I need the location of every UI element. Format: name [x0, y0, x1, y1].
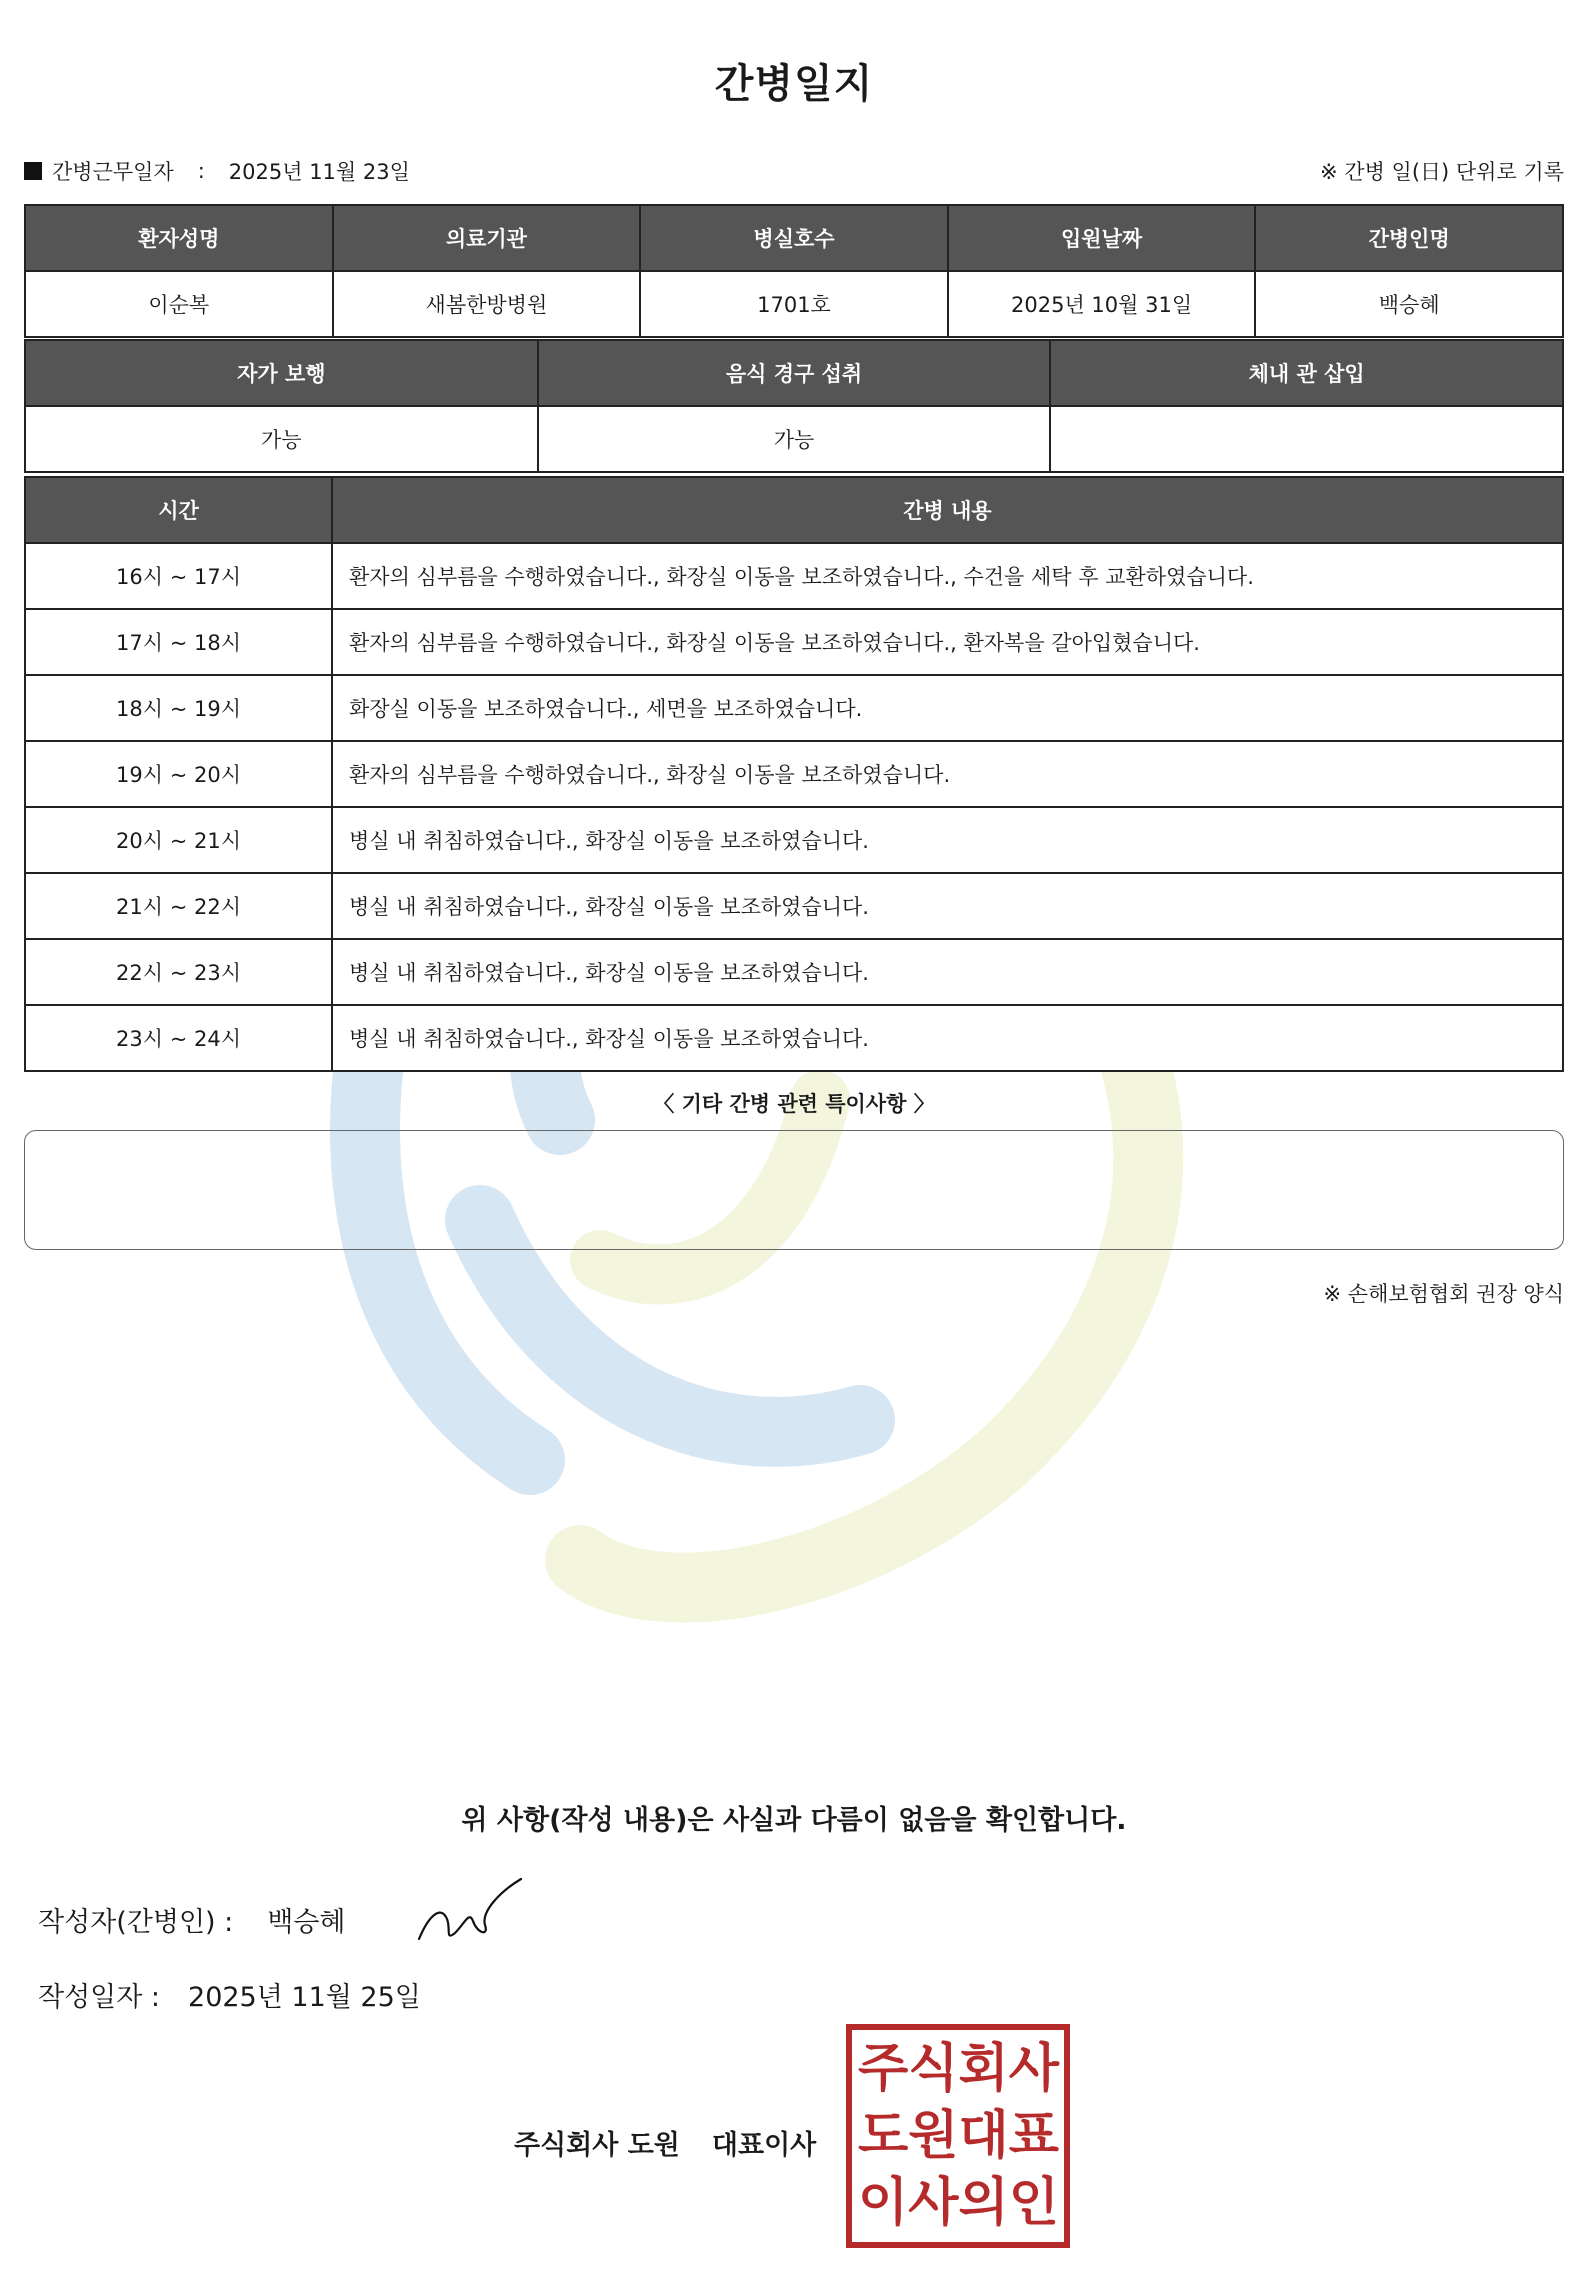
row-time: 19시 ~ 20시 — [25, 741, 332, 807]
signature-icon — [415, 1875, 525, 1945]
table-row — [25, 609, 1563, 675]
notes-box — [24, 1130, 1564, 1250]
row-content: 화장실 이동을 보조하였습니다., 세면을 보조하였습니다. — [332, 675, 1563, 741]
header-caregiver: 간병인명 — [1255, 205, 1563, 271]
confirmation-statement: 위 사항(작성 내용)은 사실과 다름이 없음을 확인합니다. — [461, 1805, 1127, 1836]
seal-char: 사 — [908, 2172, 959, 2233]
header-walking: 자가 보행 — [25, 340, 538, 406]
writer-label: 작성자(간병인) : — [38, 1907, 234, 1938]
room-number: 1701호 — [640, 271, 948, 337]
written-date-line — [38, 1975, 421, 2014]
table-row — [25, 807, 1563, 873]
work-date-value: 2025년 11월 23일 — [228, 160, 410, 184]
seal-char: 식 — [908, 2039, 959, 2100]
patient-status-table — [24, 339, 1564, 473]
row-content: 환자의 심부름을 수행하였습니다., 화장실 이동을 보조하였습니다. — [332, 741, 1563, 807]
header-care-content: 간병 내용 — [332, 477, 1563, 543]
walking-status: 가능 — [25, 406, 538, 472]
table-row — [25, 543, 1563, 609]
row-time: 22시 ~ 23시 — [25, 939, 332, 1005]
header-hospital: 의료기관 — [333, 205, 641, 271]
header-tube: 체내 관 삽입 — [1050, 340, 1563, 406]
table-row — [25, 873, 1563, 939]
seal-char: 주 — [858, 2039, 909, 2100]
caregiver-name: 백승혜 — [1255, 271, 1563, 337]
page-title: 간병일지 — [714, 61, 874, 107]
table-row — [25, 1005, 1563, 1071]
hospital-name: 새봄한방병원 — [333, 271, 641, 337]
company-line — [514, 2123, 816, 2162]
row-time: 17시 ~ 18시 — [25, 609, 332, 675]
company-title: 대표이사 — [711, 2130, 817, 2161]
header-patient-name: 환자성명 — [25, 205, 333, 271]
writer-name: 백승혜 — [267, 1907, 346, 1938]
row-time: 23시 ~ 24시 — [25, 1005, 332, 1071]
unit-note: ※ 간병 일(日) 단위로 기록 — [1320, 160, 1564, 184]
notes-title: 〈 기타 간병 관련 특이사항 〉 — [653, 1092, 935, 1116]
work-date-label: 간병근무일자 — [52, 160, 174, 184]
square-bullet-icon — [24, 162, 42, 180]
row-content: 병실 내 취침하였습니다., 화장실 이동을 보조하였습니다. — [332, 807, 1563, 873]
work-date-separator: : — [197, 159, 205, 183]
row-content: 병실 내 취침하였습니다., 화장실 이동을 보조하였습니다. — [332, 939, 1563, 1005]
written-date-label: 작성일자 : — [38, 1982, 161, 2013]
company-seal — [846, 2024, 1070, 2248]
table-row — [25, 741, 1563, 807]
row-time: 21시 ~ 22시 — [25, 873, 332, 939]
row-content: 병실 내 취침하였습니다., 화장실 이동을 보조하였습니다. — [332, 1005, 1563, 1071]
table-row — [25, 939, 1563, 1005]
seal-char: 인 — [1008, 2172, 1059, 2233]
care-log-table — [24, 476, 1564, 1072]
table-row — [25, 675, 1563, 741]
seal-char: 회 — [958, 2039, 1009, 2100]
form-note: ※ 손해보험협회 권장 양식 — [1323, 1282, 1564, 1306]
row-time: 16시 ~ 17시 — [25, 543, 332, 609]
seal-char: 의 — [958, 2172, 1009, 2233]
seal-char: 원 — [908, 2105, 959, 2166]
row-time: 18시 ~ 19시 — [25, 675, 332, 741]
row-time: 20시 ~ 21시 — [25, 807, 332, 873]
admission-date: 2025년 10월 31일 — [948, 271, 1256, 337]
writer-line — [38, 1900, 346, 1939]
row-content: 환자의 심부름을 수행하였습니다., 화장실 이동을 보조하였습니다., 수건을 세탁 후 교환하였습니다. — [332, 543, 1563, 609]
row-content: 환자의 심부름을 수행하였습니다., 화장실 이동을 보조하였습니다., 환자복을 갈아입혔습니다. — [332, 609, 1563, 675]
seal-char: 사 — [1008, 2039, 1059, 2100]
company-name: 주식회사 도원 — [514, 2130, 680, 2161]
tube-status — [1050, 406, 1563, 472]
header-oral-intake: 음식 경구 섭취 — [538, 340, 1051, 406]
oral-intake-status: 가능 — [538, 406, 1051, 472]
patient-name: 이순복 — [25, 271, 333, 337]
header-room: 병실호수 — [640, 205, 948, 271]
header-admission-date: 입원날짜 — [948, 205, 1256, 271]
header-time: 시간 — [25, 477, 332, 543]
written-date-value: 2025년 11월 25일 — [188, 1982, 421, 2013]
seal-char: 표 — [1008, 2105, 1059, 2166]
seal-char: 도 — [858, 2105, 909, 2166]
patient-info-table — [24, 204, 1564, 338]
seal-char: 대 — [958, 2105, 1009, 2166]
work-date — [24, 156, 410, 186]
seal-char: 이 — [858, 2172, 909, 2233]
row-content: 병실 내 취침하였습니다., 화장실 이동을 보조하였습니다. — [332, 873, 1563, 939]
